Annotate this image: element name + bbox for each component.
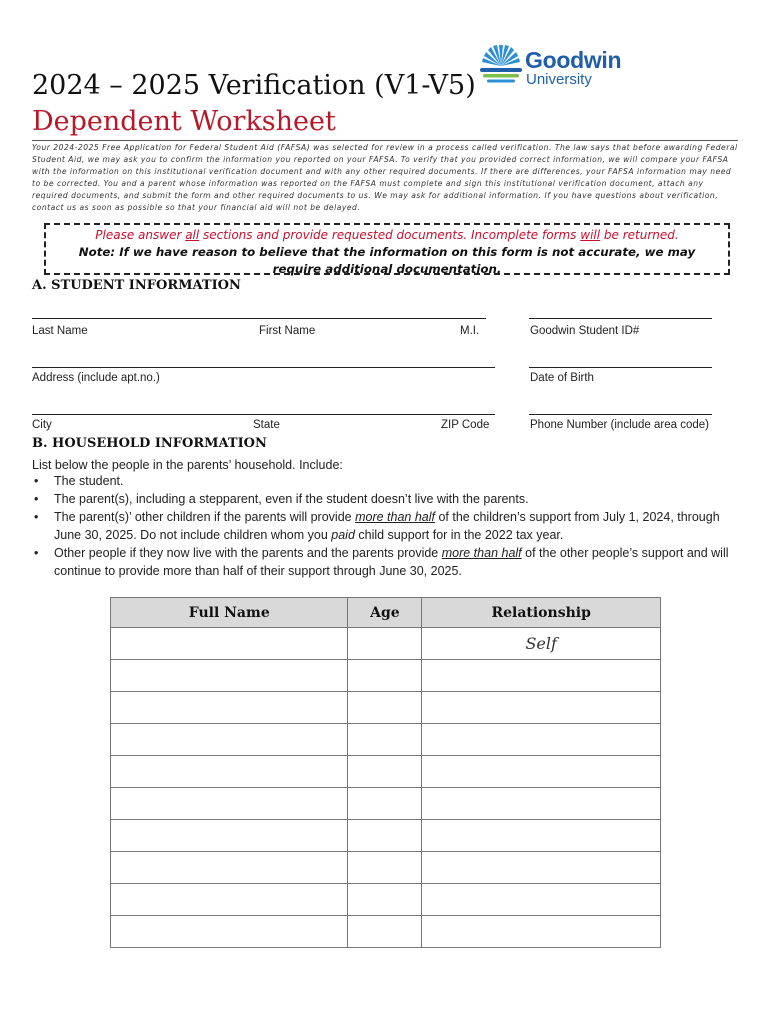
- section-a-heading: A. STUDENT INFORMATION: [32, 278, 241, 293]
- age-cell[interactable]: [348, 916, 422, 948]
- name-cell[interactable]: [111, 692, 348, 724]
- age-cell[interactable]: [348, 628, 422, 660]
- household-intro: List below the people in the parents’ household. Include:: [32, 458, 343, 472]
- header-divider: [32, 140, 738, 141]
- title-year-line: 2024 – 2025 Verification (V1-V5): [32, 70, 476, 101]
- name-cell[interactable]: [111, 628, 348, 660]
- table-row: [111, 628, 661, 660]
- relationship-cell[interactable]: [422, 820, 661, 852]
- age-cell[interactable]: [348, 884, 422, 916]
- first-name-label: First Name: [259, 325, 316, 337]
- logo-name: Goodwin: [525, 47, 622, 73]
- table-row: [111, 724, 661, 756]
- age-cell[interactable]: [348, 852, 422, 884]
- table-row: [111, 692, 661, 724]
- logo-subtitle: University: [526, 71, 592, 88]
- dob-label: Date of Birth: [530, 372, 594, 384]
- phone-label: Phone Number (include area code): [530, 419, 709, 431]
- goodwin-logo: [478, 44, 638, 94]
- name-cell[interactable]: [111, 916, 348, 948]
- relationship-cell[interactable]: [422, 852, 661, 884]
- age-cell[interactable]: [348, 788, 422, 820]
- table-row: [111, 756, 661, 788]
- list-item: • The parent(s)’ other children if the parents will provide more than half of the children’s support from July 1, 2024, through June 30, 2025. Do not include children whom you paid child support for in the 2022 tax year.: [32, 508, 742, 544]
- student-id-entry-line[interactable]: [529, 318, 712, 319]
- notice-line-2: Note: If we have reason to believe that the information on this form is not accurate, we may require additional documentation.: [78, 245, 696, 276]
- table-row: [111, 884, 661, 916]
- age-cell[interactable]: [348, 724, 422, 756]
- table-row: [111, 788, 661, 820]
- relationship-cell[interactable]: [422, 884, 661, 916]
- relationship-header: Relationship: [422, 598, 661, 628]
- relationship-cell[interactable]: [422, 916, 661, 948]
- relationship-cell[interactable]: [422, 660, 661, 692]
- last-name-label: Last Name: [32, 325, 88, 337]
- city-label: City: [32, 419, 52, 431]
- table-row: [111, 660, 661, 692]
- dob-entry-line[interactable]: [529, 367, 712, 368]
- age-cell[interactable]: [348, 820, 422, 852]
- intro-paragraph: Your 2024-2025 Free Application for Federal Student Aid (FAFSA) was selected for review in a process called verification. The law says that before awarding Federal Student Aid, we may ask you to confirm the information you reported on your FAFSA. To verify that you provided correct information, we will compare your FAFSA with the information on this institutional verification document and with any other required documents. If there are differences, your FAFSA information may need to be corrected. You and a parent whose information was reported on the FAFSA must complete and sign this institutional verification document, attach any required documents, and submit the form and other required documents to us. We may ask for additional information. If you have questions about verification, contact us as soon as possible so that your financial aid will not be delayed.: [32, 143, 738, 213]
- city-state-zip-entry-line[interactable]: [32, 414, 495, 415]
- notice-line-1: Please answer all sections and provide requested documents. Incomplete forms will be returned.: [95, 228, 679, 242]
- name-cell[interactable]: [111, 852, 348, 884]
- state-label: State: [253, 419, 280, 431]
- relationship-cell[interactable]: [422, 756, 661, 788]
- section-b-heading: B. HOUSEHOLD INFORMATION: [32, 436, 267, 451]
- name-cell[interactable]: [111, 884, 348, 916]
- phone-entry-line[interactable]: [529, 414, 712, 415]
- relationship-cell[interactable]: [422, 692, 661, 724]
- relationship-cell[interactable]: [422, 724, 661, 756]
- table-row: [111, 916, 661, 948]
- table-row: [111, 852, 661, 884]
- sunburst-logo-icon: [478, 44, 524, 84]
- age-cell[interactable]: [348, 756, 422, 788]
- name-cell[interactable]: [111, 756, 348, 788]
- address-entry-line[interactable]: [32, 367, 495, 368]
- name-cell[interactable]: [111, 788, 348, 820]
- full-name-header: Full Name: [111, 598, 348, 628]
- age-cell[interactable]: [348, 660, 422, 692]
- student-id-label: Goodwin Student ID#: [530, 325, 640, 337]
- address-label: Address (include apt.no.): [32, 372, 160, 384]
- name-cell[interactable]: [111, 724, 348, 756]
- notice-box: [44, 223, 730, 275]
- age-cell[interactable]: [348, 692, 422, 724]
- household-criteria-list: [32, 472, 742, 580]
- household-table: [110, 597, 661, 948]
- name-cell[interactable]: [111, 820, 348, 852]
- list-item: • The parent(s), including a stepparent, even if the student doesn’t live with the parents.: [32, 490, 742, 508]
- relationship-cell[interactable]: Self: [422, 628, 661, 660]
- list-item: • The student.: [32, 472, 742, 490]
- table-row: [111, 820, 661, 852]
- age-header: Age: [348, 598, 422, 628]
- title-worksheet: Dependent Worksheet: [32, 106, 336, 137]
- name-cell[interactable]: [111, 660, 348, 692]
- zip-label: ZIP Code: [441, 419, 490, 431]
- mi-label: M.I.: [460, 325, 480, 337]
- list-item: • Other people if they now live with the parents and the parents provide more than half of the other people’s support and will continue to provide more than half of their support through June 30, 2025.: [32, 544, 742, 580]
- table-header-row: [111, 598, 661, 628]
- name-entry-line[interactable]: [32, 318, 486, 319]
- relationship-cell[interactable]: [422, 788, 661, 820]
